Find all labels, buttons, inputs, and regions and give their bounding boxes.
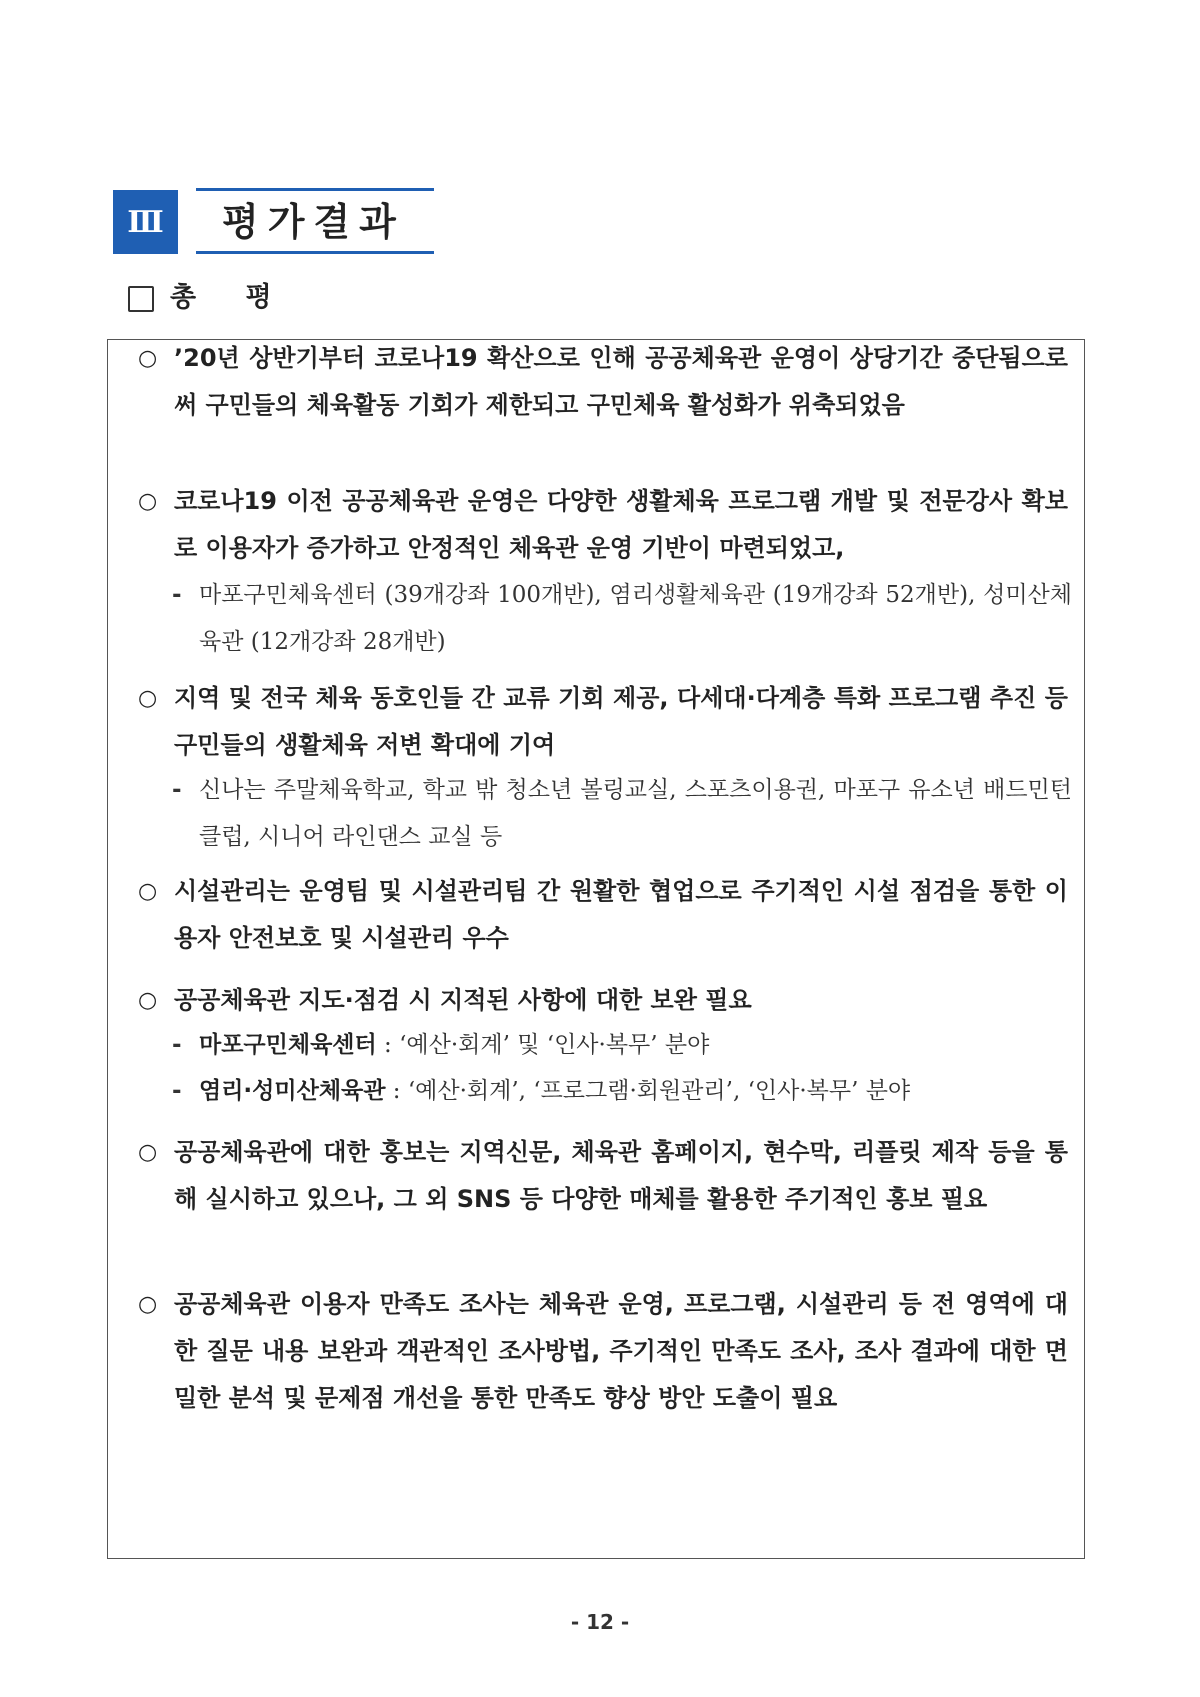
- subitem-detail: : ‘예산·회계’ 및 ‘인사·복무’ 분야: [376, 1032, 710, 1058]
- page-number: - 12 -: [570, 1610, 630, 1634]
- circle-bullet-icon: ○: [138, 988, 158, 1013]
- summary-item-2: [138, 478, 1068, 572]
- circle-bullet-icon: ○: [138, 346, 158, 371]
- subitem-lead: 염리·성미산체육관: [199, 1078, 386, 1104]
- summary-item-text: ’20년 상반기부터 코로나19 확산으로 인해 공공체육관 운영이 상당기간 중단됨으로써 구민들의 체육활동 기회가 제한되고 구민체육 활성화가 위축되었음: [174, 344, 1068, 419]
- circle-bullet-icon: ○: [138, 1292, 158, 1317]
- summary-subitem: [172, 767, 1072, 861]
- dash-bullet: -: [172, 1032, 182, 1058]
- section-title: 평가결과: [222, 200, 405, 244]
- summary-item-4: [138, 868, 1068, 962]
- summary-item-text: 코로나19 이전 공공체육관 운영은 다양한 생활체육 프로그램 개발 및 전문강사 확보로 이용자가 증가하고 안정적인 체육관 운영 기반이 마련되었고,: [174, 487, 1068, 562]
- dash-bullet: -: [172, 582, 182, 608]
- summary-item-5: [138, 977, 1068, 1024]
- subsection-label: 총 평: [170, 282, 292, 313]
- summary-item-3: [138, 675, 1068, 769]
- summary-item-7: [138, 1281, 1068, 1422]
- summary-subitem: [172, 572, 1072, 666]
- summary-item-text: 공공체육관 지도·점검 시 지적된 사항에 대한 보완 필요: [174, 986, 752, 1014]
- circle-bullet-icon: ○: [138, 686, 158, 711]
- subitem-text: 신나는 주말체육학교, 학교 밖 청소년 볼링교실, 스포츠이용권, 마포구 유소년 배드민턴 클럽, 시니어 라인댄스 교실 등: [199, 777, 1072, 850]
- checkbox-square-icon: [128, 286, 154, 312]
- subitem-text: [199, 1022, 1072, 1069]
- dash-bullet: -: [172, 777, 182, 803]
- subitem-lead: 마포구민체육센터: [199, 1032, 377, 1058]
- subitem-text: 마포구민체육센터 (39개강좌 100개반), 염리생활체육관 (19개강좌 52개반), 성미산체육관 (12개강좌 28개반): [199, 582, 1072, 655]
- dash-bullet: -: [172, 1078, 182, 1104]
- summary-item-1: [138, 335, 1068, 429]
- subitem-text: [199, 1068, 1072, 1115]
- summary-item-text: 공공체육관에 대한 홍보는 지역신문, 체육관 홈페이지, 현수막, 리플릿 제작 등을 통해 실시하고 있으나, 그 외 SNS 등 다양한 매체를 활용한 주기적인 홍보 필요: [174, 1138, 1068, 1213]
- summary-item-text: 지역 및 전국 체육 동호인들 간 교류 기회 제공, 다세대·다계층 특화 프로그램 추진 등 구민들의 생활체육 저변 확대에 기여: [174, 684, 1068, 759]
- summary-item-6: [138, 1129, 1068, 1223]
- summary-subitem: [172, 1022, 1072, 1069]
- circle-bullet-icon: ○: [138, 1140, 158, 1165]
- summary-item-text: 시설관리는 운영팀 및 시설관리팀 간 원활한 협업으로 주기적인 시설 점검을 통한 이용자 안전보호 및 시설관리 우수: [174, 877, 1068, 952]
- summary-subitem: [172, 1068, 1072, 1115]
- circle-bullet-icon: ○: [138, 489, 158, 514]
- subitem-detail: : ‘예산·회계’, ‘프로그램·회원관리’, ‘인사·복무’ 분야: [385, 1078, 911, 1104]
- section-number-badge: Ⅲ: [113, 190, 178, 254]
- summary-item-text: 공공체육관 이용자 만족도 조사는 체육관 운영, 프로그램, 시설관리 등 전 영역에 대한 질문 내용 보완과 객관적인 조사방법, 주기적인 만족도 조사, 조사 결과에 대한 면밀한 분석 및 문제점 개선을 통한 만족도 향상 방안 도출이 필요: [174, 1290, 1068, 1412]
- circle-bullet-icon: ○: [138, 879, 158, 904]
